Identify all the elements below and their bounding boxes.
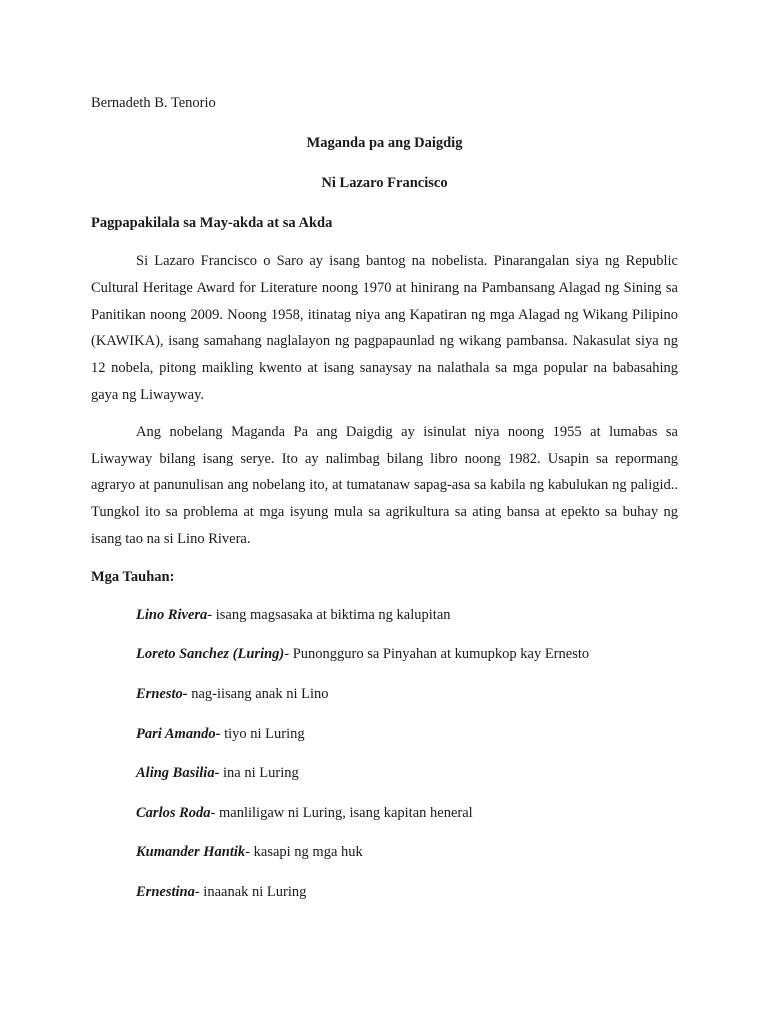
character-item bbox=[136, 837, 678, 867]
paragraph-author-intro: Si Lazaro Francisco o Saro ay isang bantog na nobelista. Pinarangalan siya ng Republic Cultural Heritage Award for Literature noong 1970 at hinirang na Pambansang Alagad ng Sining sa Panitikan noong 2009. Noong 1958, itinatag niya ang Kapatiran ng mga Alagad ng Wikang Pilipino (KAWIKA), isang samahang naglalayon ng pagpapaunlad ng wikang pambansa. Nakasulat siya ng 12 nobela, pitong maikling kwento at isang sanaysay na nalathala sa mga popular na babasahing gaya ng Liwayway. bbox=[91, 253, 678, 403]
character-name: Carlos Roda bbox=[136, 804, 211, 821]
characters-heading: Mga Tauhan: bbox=[91, 568, 175, 585]
character-item bbox=[136, 679, 678, 709]
character-description: - inaanak ni Luring bbox=[194, 883, 307, 900]
character-description: - isang magsasaka at biktima ng kalupitan bbox=[207, 606, 451, 623]
character-description: - Punongguro sa Pinyahan at kumupkop kay Ernesto bbox=[284, 646, 590, 663]
character-description: ina ni Luring bbox=[219, 765, 299, 782]
character-item bbox=[136, 600, 678, 630]
character-item bbox=[136, 758, 678, 788]
character-description: nag-iisang anak ni Lino bbox=[187, 685, 329, 702]
document-page bbox=[91, 88, 678, 907]
character-description: - kasapi ng mga huk bbox=[245, 844, 363, 861]
character-item bbox=[136, 719, 678, 749]
character-name: Aling Basilia- bbox=[136, 765, 220, 782]
paragraph-novel-intro: Ang nobelang Maganda Pa ang Daigdig ay isinulat niya noong 1955 at lumabas sa Liwayway bilang isang serye. Ito ay nalimbag bilang libro noong 1982. Usapin sa repormang agraryo at panunulisan ang nobelang ito, at tumatanaw sapag-asa sa kabila ng kabulukan ng paligid.. Tungkol ito sa problema at mga isyung mula sa agrikultura sa ating bansa at epekto sa buhay ng isang tao na si Lino Rivera. bbox=[91, 423, 678, 547]
character-description: - manliligaw ni Luring, isang kapitan heneral bbox=[210, 804, 473, 821]
character-description: tiyo ni Luring bbox=[220, 725, 305, 742]
character-name: Kumander Hantik bbox=[136, 844, 246, 861]
characters-list bbox=[91, 600, 678, 907]
character-name: Lino Rivera bbox=[136, 606, 208, 623]
character-item bbox=[136, 877, 678, 907]
author-name: Bernadeth B. Tenorio bbox=[91, 95, 216, 111]
character-name: Loreto Sanchez (Luring) bbox=[136, 646, 285, 663]
document-title: Maganda pa ang Daigdig bbox=[306, 135, 463, 151]
character-name: Ernestina bbox=[136, 883, 195, 900]
character-name: Pari Amando- bbox=[136, 725, 221, 742]
character-item bbox=[136, 639, 678, 669]
character-item bbox=[136, 798, 678, 828]
character-name: Ernesto- bbox=[136, 685, 188, 702]
document-byline: Ni Lazaro Francisco bbox=[321, 175, 448, 191]
intro-heading: Pagpapakilala sa May-akda at sa Akda bbox=[91, 215, 333, 231]
